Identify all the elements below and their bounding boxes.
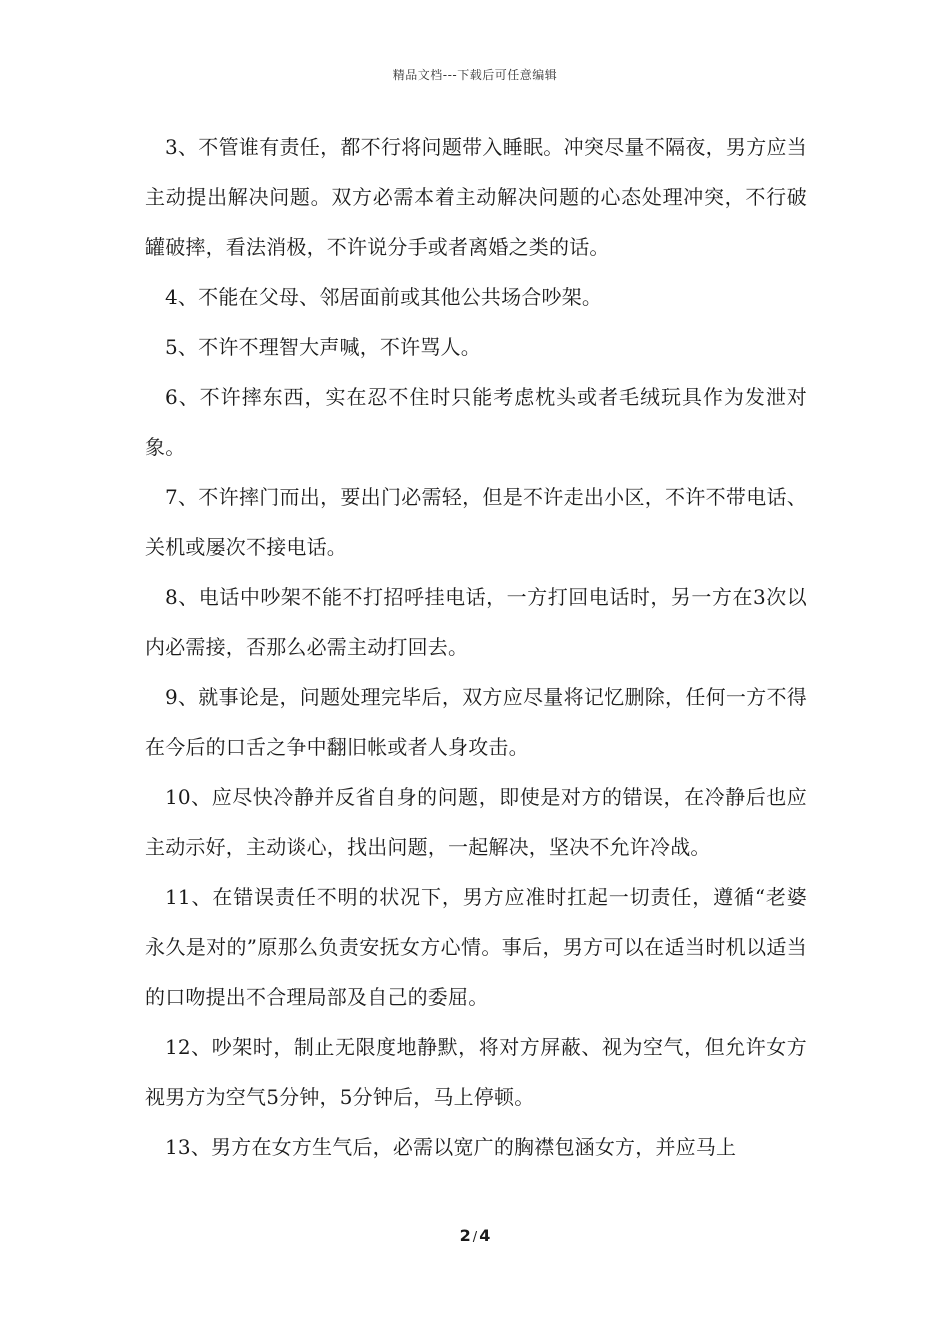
total-pages-number: 4: [479, 1226, 491, 1245]
current-page-number: 2: [459, 1226, 471, 1245]
page-number-separator: /: [472, 1230, 478, 1245]
paragraph-12: 12、吵架时，制止无限度地静默，将对方屏蔽、视为空气，但允许女方视男方为空气5分钟，5分钟后，马上停顿。: [145, 1035, 807, 1109]
paragraph-8: 8、电话中吵架不能不打招呼挂电话，一方打回电话时，另一方在3次以内必需接，否那么必需主动打回去。: [145, 585, 807, 659]
paragraph-4: 4、不能在父母、邻居面前或其他公共场合吵架。: [165, 285, 603, 309]
paragraph-6: 6、不许摔东西，实在忍不住时只能考虑枕头或者毛绒玩具作为发泄对象。: [145, 385, 807, 459]
paragraph-3: 3、不管谁有责任，都不行将问题带入睡眠。冲突尽量不隔夜，男方应当主动提出解决问题。双方必需本着主动解决问题的心态处理冲突，不行破罐破摔，看法消极，不许说分手或者离婚之类的话。: [145, 135, 807, 259]
paragraph-5: 5、不许不理智大声喊，不许骂人。: [165, 335, 481, 359]
paragraph-9: 9、就事论是，问题处理完毕后，双方应尽量将记忆删除，任何一方不得在今后的口舌之争中翻旧帐或者人身攻击。: [145, 685, 807, 759]
page-number: [0, 1226, 950, 1245]
paragraph-10: 10、应尽快冷静并反省自身的问题，即使是对方的错误，在冷静后也应主动示好，主动谈心，找出问题，一起解决，坚决不允许冷战。: [145, 785, 807, 859]
paragraph-13: 13、男方在女方生气后，必需以宽广的胸襟包涵女方，并应马上: [165, 1135, 737, 1159]
paragraph-7: 7、不许摔门而出，要出门必需轻，但是不许走出小区，不许不带电话、关机或屡次不接电话。: [145, 485, 807, 559]
page-header: 精品文档---下载后可任意编辑: [392, 68, 558, 82]
document-body: [145, 122, 807, 1172]
paragraph-11: 11、在错误责任不明的状况下，男方应准时扛起一切责任，遵循“老婆永久是对的”原那么负责安抚女方心情。事后，男方可以在适当时机以适当的口吻提出不合理局部及自己的委屈。: [145, 885, 807, 1009]
